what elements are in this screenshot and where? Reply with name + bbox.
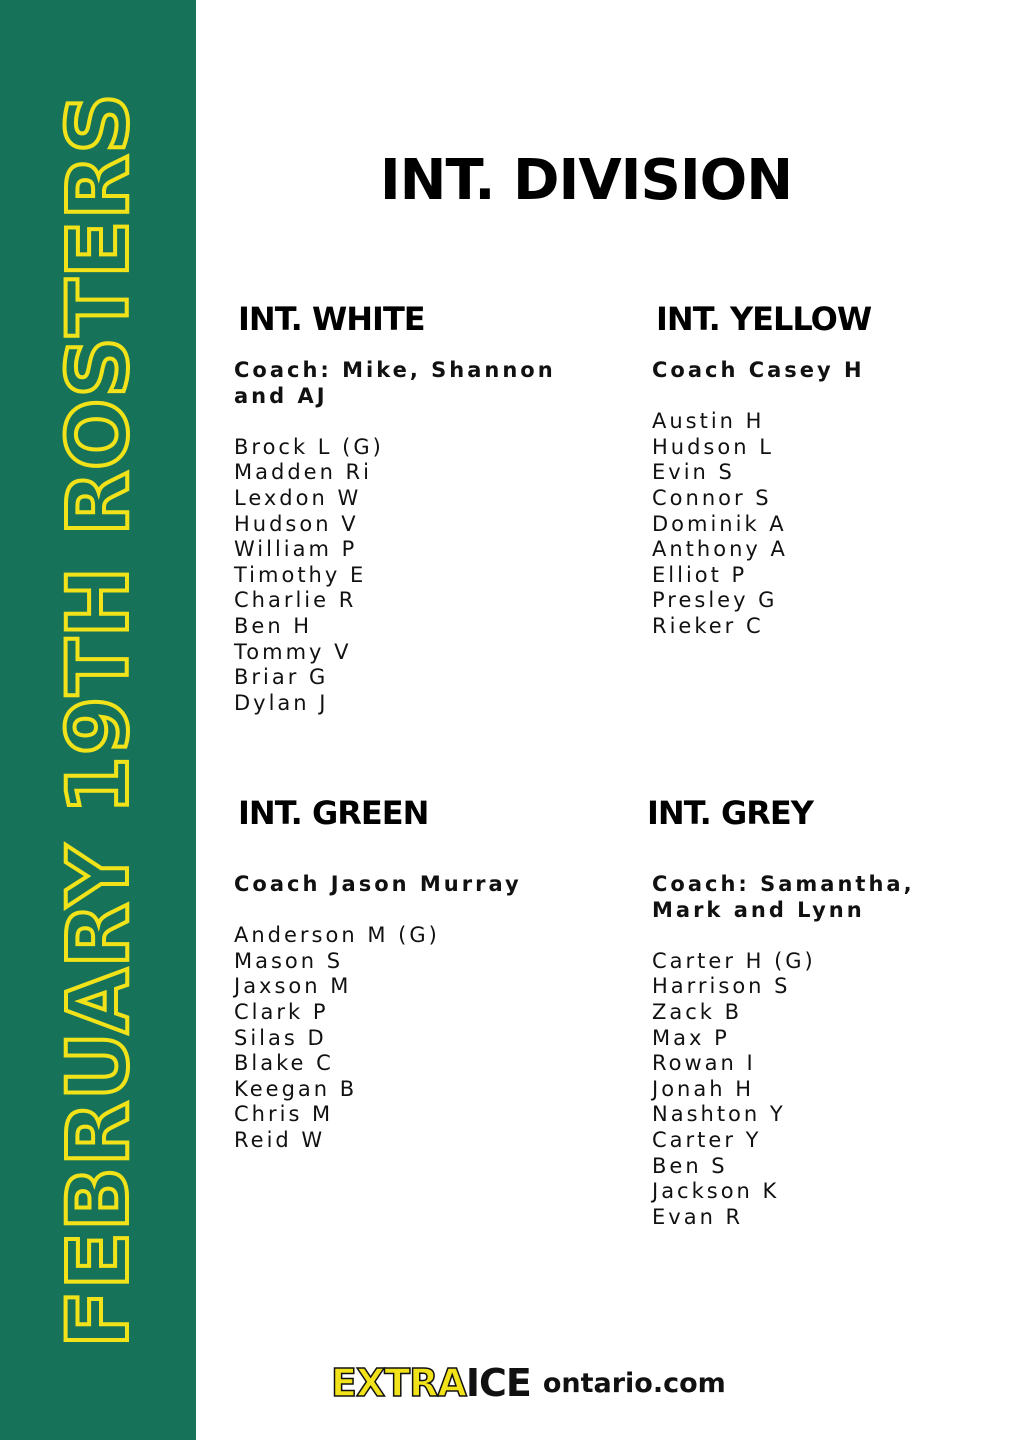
player-name: Anthony A [652, 537, 788, 562]
team-card-green [234, 794, 574, 1154]
extraice-logo [331, 1361, 531, 1405]
team-name: INT. YELLOW [656, 300, 872, 338]
team-card-grey [643, 794, 983, 1230]
team-card-white [234, 300, 574, 716]
player-name: Tommy V [234, 639, 352, 664]
team-coach: Coach: Samantha, Mark and Lynn [652, 872, 915, 922]
player-name: Anderson M (G) [234, 923, 440, 948]
logo-part-extra: EXTRA [331, 1361, 466, 1405]
player-name: Carter H (G) [652, 948, 816, 973]
player-name: Presley G [652, 588, 778, 613]
player-name: Blake C [234, 1051, 334, 1076]
player-name: Hudson L [652, 434, 774, 459]
player-name: Lexdon W [234, 485, 362, 510]
player-name: Rowan I [652, 1051, 756, 1076]
player-name: Austin H [652, 409, 765, 434]
player-name: Madden Ri [234, 460, 372, 485]
player-name: Jaxson M [234, 974, 352, 999]
player-name: Jonah H [652, 1076, 754, 1101]
team-coach: Coach Jason Murray [234, 872, 522, 896]
player-name: Chris M [234, 1102, 334, 1127]
player-name: Evin S [652, 460, 735, 485]
team-coach: Coach Casey H [652, 358, 865, 382]
player-name: Elliot P [652, 562, 748, 587]
player-list [234, 923, 574, 1153]
player-name: Connor S [652, 485, 772, 510]
player-name: Dylan J [234, 690, 329, 715]
player-name: Briar G [234, 665, 329, 690]
player-name: Reid W [234, 1127, 326, 1152]
team-card-yellow [652, 300, 992, 640]
sidebar-title: FEBRUARY 19TH ROSTERS [49, 92, 147, 1348]
player-name: Hudson V [234, 511, 359, 536]
site-name: ontario.com [542, 1367, 726, 1399]
logo-part-ice: ICE [465, 1361, 531, 1405]
player-name: Silas D [234, 1025, 327, 1050]
team-name: INT. GREEN [238, 794, 429, 832]
player-name: Ben H [234, 613, 313, 638]
player-name: Harrison S [652, 974, 791, 999]
player-name: Rieker C [652, 613, 764, 638]
sidebar [0, 0, 196, 1440]
player-name: Nashton Y [652, 1102, 786, 1127]
footer [331, 1358, 726, 1408]
player-name: William P [234, 537, 358, 562]
player-name: Keegan B [234, 1076, 358, 1101]
player-name: Charlie R [234, 588, 357, 613]
player-name: Ben S [652, 1153, 728, 1178]
player-name: Dominik A [652, 511, 787, 536]
player-list [652, 949, 983, 1231]
player-name: Max P [652, 1025, 730, 1050]
team-coach: Coach: Mike, Shannon and AJ [234, 358, 556, 408]
player-name: Brock L (G) [234, 434, 384, 459]
player-name: Mason S [234, 948, 344, 973]
player-name: Evan R [652, 1204, 744, 1229]
page-title: INT. DIVISION [379, 148, 793, 213]
team-name: INT. GREY [647, 794, 813, 832]
team-name: INT. WHITE [238, 300, 425, 338]
player-name: Timothy E [234, 562, 367, 587]
player-name: Carter Y [652, 1127, 762, 1152]
player-name: Zack B [652, 999, 743, 1024]
player-name: Jackson K [652, 1179, 780, 1204]
player-list [652, 409, 992, 639]
player-name: Clark P [234, 999, 329, 1024]
player-list [234, 435, 574, 717]
